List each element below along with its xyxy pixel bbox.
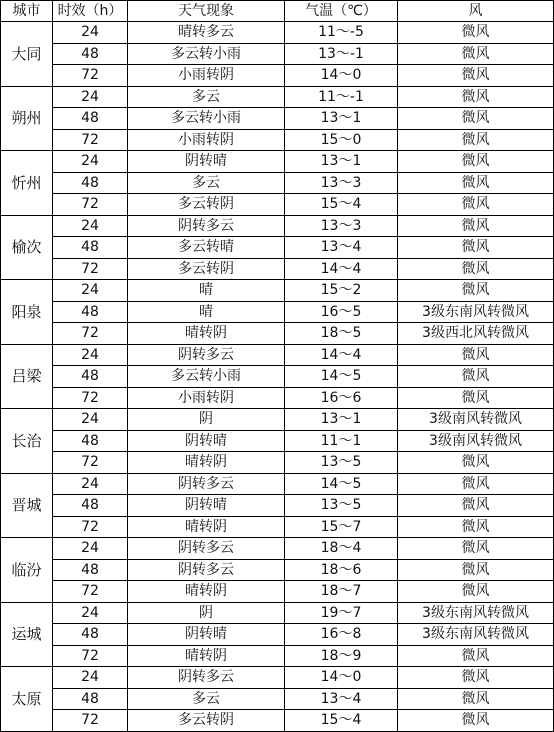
- weather-cell: 阴转晴: [128, 624, 285, 646]
- wind-cell: 微风: [398, 258, 554, 280]
- table-row: [1, 387, 554, 409]
- wind-cell: 微风: [398, 43, 554, 65]
- table-row: [1, 538, 554, 560]
- hours-cell: 24: [53, 86, 128, 108]
- wind-cell: 微风: [398, 688, 554, 710]
- hours-cell: 48: [53, 624, 128, 646]
- wind-cell: 3级东南风转微风: [398, 624, 554, 646]
- city-name-cell: 运城: [1, 602, 53, 667]
- wind-cell: 微风: [398, 65, 554, 87]
- hours-cell: 24: [53, 215, 128, 237]
- hours-cell: 72: [53, 323, 128, 345]
- temperature-cell: 14～5: [285, 366, 398, 388]
- hours-cell: 48: [53, 559, 128, 581]
- temperature-cell: 15～7: [285, 516, 398, 538]
- temperature-cell: 18～6: [285, 559, 398, 581]
- temperature-cell: 16～6: [285, 387, 398, 409]
- temperature-cell: 14～0: [285, 65, 398, 87]
- wind-cell: 微风: [398, 559, 554, 581]
- temperature-cell: 18～7: [285, 581, 398, 603]
- weather-cell: 晴转阴: [128, 452, 285, 474]
- city-name-cell: 忻州: [1, 151, 53, 216]
- wind-cell: 微风: [398, 129, 554, 151]
- hours-cell: 72: [53, 452, 128, 474]
- wind-cell: 微风: [398, 366, 554, 388]
- weather-cell: 晴转阴: [128, 516, 285, 538]
- wind-cell: 微风: [398, 22, 554, 44]
- temperature-cell: 13～-1: [285, 43, 398, 65]
- temperature-cell: 14～4: [285, 344, 398, 366]
- hours-cell: 72: [53, 65, 128, 87]
- hours-cell: 48: [53, 430, 128, 452]
- table-row: [1, 301, 554, 323]
- city-name-cell: 吕梁: [1, 344, 53, 409]
- temperature-cell: 16～5: [285, 301, 398, 323]
- weather-cell: 阴转多云: [128, 215, 285, 237]
- weather-cell: 多云: [128, 688, 285, 710]
- table-row: [1, 366, 554, 388]
- temperature-cell: 13～3: [285, 215, 398, 237]
- city-name-cell: 太原: [1, 667, 53, 732]
- hours-cell: 72: [53, 581, 128, 603]
- temperature-cell: 11～-5: [285, 22, 398, 44]
- header-wind: 风: [398, 1, 554, 22]
- header-row: [1, 1, 554, 22]
- weather-cell: 多云: [128, 86, 285, 108]
- weather-cell: 小雨转阴: [128, 65, 285, 87]
- wind-cell: 3级东南风转微风: [398, 301, 554, 323]
- table-row: [1, 86, 554, 108]
- temperature-cell: 13～1: [285, 108, 398, 130]
- weather-cell: 小雨转阴: [128, 387, 285, 409]
- table-row: [1, 430, 554, 452]
- table-row: [1, 280, 554, 302]
- hours-cell: 48: [53, 108, 128, 130]
- temperature-cell: 14～0: [285, 667, 398, 689]
- weather-cell: 阴转晴: [128, 151, 285, 173]
- weather-cell: 多云转小雨: [128, 43, 285, 65]
- temperature-cell: 13～3: [285, 172, 398, 194]
- hours-cell: 72: [53, 710, 128, 732]
- hours-cell: 48: [53, 172, 128, 194]
- hours-cell: 24: [53, 473, 128, 495]
- hours-cell: 24: [53, 22, 128, 44]
- hours-cell: 48: [53, 43, 128, 65]
- table-row: [1, 581, 554, 603]
- table-row: [1, 645, 554, 667]
- table-row: [1, 108, 554, 130]
- weather-cell: 晴转阴: [128, 323, 285, 345]
- header-hours: 时效（h）: [53, 1, 128, 22]
- temperature-cell: 18～4: [285, 538, 398, 560]
- wind-cell: 3级南风转微风: [398, 409, 554, 431]
- table-row: [1, 151, 554, 173]
- wind-cell: 微风: [398, 495, 554, 517]
- wind-cell: 微风: [398, 172, 554, 194]
- wind-cell: 微风: [398, 344, 554, 366]
- city-name-cell: 长治: [1, 409, 53, 474]
- hours-cell: 72: [53, 645, 128, 667]
- wind-cell: 微风: [398, 667, 554, 689]
- city-name-cell: 临汾: [1, 538, 53, 603]
- weather-cell: 阴转多云: [128, 473, 285, 495]
- weather-cell: 晴转阴: [128, 581, 285, 603]
- temperature-cell: 15～2: [285, 280, 398, 302]
- hours-cell: 72: [53, 258, 128, 280]
- weather-cell: 阴转晴: [128, 495, 285, 517]
- wind-cell: 微风: [398, 237, 554, 259]
- temperature-cell: 14～4: [285, 258, 398, 280]
- table-body: [1, 22, 554, 732]
- hours-cell: 24: [53, 667, 128, 689]
- temperature-cell: 14～5: [285, 473, 398, 495]
- wind-cell: 微风: [398, 387, 554, 409]
- temperature-cell: 15～4: [285, 710, 398, 732]
- weather-cell: 多云转小雨: [128, 108, 285, 130]
- weather-cell: 阴转多云: [128, 344, 285, 366]
- temperature-cell: 11～1: [285, 430, 398, 452]
- wind-cell: 微风: [398, 710, 554, 732]
- wind-cell: 微风: [398, 215, 554, 237]
- city-name-cell: 朔州: [1, 86, 53, 151]
- hours-cell: 48: [53, 237, 128, 259]
- hours-cell: 48: [53, 688, 128, 710]
- weather-cell: 多云转阴: [128, 194, 285, 216]
- table-row: [1, 452, 554, 474]
- weather-cell: 阴转晴: [128, 430, 285, 452]
- table-row: [1, 624, 554, 646]
- weather-cell: 晴转阴: [128, 645, 285, 667]
- table-row: [1, 495, 554, 517]
- weather-cell: 多云转阴: [128, 258, 285, 280]
- hours-cell: 24: [53, 151, 128, 173]
- wind-cell: 3级西北风转微风: [398, 323, 554, 345]
- table-row: [1, 602, 554, 624]
- city-name-cell: 大同: [1, 22, 53, 87]
- table-row: [1, 409, 554, 431]
- hours-cell: 48: [53, 301, 128, 323]
- temperature-cell: 18～5: [285, 323, 398, 345]
- table-header: [1, 1, 554, 22]
- weather-cell: 多云: [128, 172, 285, 194]
- hours-cell: 24: [53, 602, 128, 624]
- weather-cell: 阴: [128, 409, 285, 431]
- table-row: [1, 323, 554, 345]
- hours-cell: 24: [53, 344, 128, 366]
- table-row: [1, 473, 554, 495]
- hours-cell: 48: [53, 495, 128, 517]
- weather-cell: 小雨转阴: [128, 129, 285, 151]
- hours-cell: 24: [53, 280, 128, 302]
- wind-cell: 微风: [398, 194, 554, 216]
- wind-cell: 微风: [398, 516, 554, 538]
- temperature-cell: 13～5: [285, 495, 398, 517]
- temperature-cell: 11～-1: [285, 86, 398, 108]
- wind-cell: 微风: [398, 581, 554, 603]
- wind-cell: 微风: [398, 452, 554, 474]
- wind-cell: 微风: [398, 473, 554, 495]
- table-row: [1, 215, 554, 237]
- table-row: [1, 65, 554, 87]
- table-row: [1, 710, 554, 732]
- wind-cell: 微风: [398, 86, 554, 108]
- header-city: 城市: [1, 1, 53, 22]
- weather-cell: 多云转阴: [128, 710, 285, 732]
- table-row: [1, 129, 554, 151]
- city-name-cell: 晋城: [1, 473, 53, 538]
- hours-cell: 72: [53, 516, 128, 538]
- wind-cell: 微风: [398, 645, 554, 667]
- header-weather: 天气现象: [128, 1, 285, 22]
- weather-cell: 晴: [128, 280, 285, 302]
- weather-cell: 晴: [128, 301, 285, 323]
- temperature-cell: 13～4: [285, 688, 398, 710]
- weather-cell: 晴转多云: [128, 22, 285, 44]
- wind-cell: 3级东南风转微风: [398, 602, 554, 624]
- table-row: [1, 688, 554, 710]
- hours-cell: 72: [53, 387, 128, 409]
- temperature-cell: 13～5: [285, 452, 398, 474]
- temperature-cell: 13～1: [285, 409, 398, 431]
- wind-cell: 微风: [398, 538, 554, 560]
- wind-cell: 微风: [398, 108, 554, 130]
- temperature-cell: 19～7: [285, 602, 398, 624]
- hours-cell: 24: [53, 538, 128, 560]
- weather-cell: 阴转多云: [128, 538, 285, 560]
- hours-cell: 24: [53, 409, 128, 431]
- weather-cell: 阴: [128, 602, 285, 624]
- temperature-cell: 15～0: [285, 129, 398, 151]
- table-row: [1, 516, 554, 538]
- wind-cell: 微风: [398, 151, 554, 173]
- table-row: [1, 194, 554, 216]
- temperature-cell: 18～9: [285, 645, 398, 667]
- temperature-cell: 16～8: [285, 624, 398, 646]
- hours-cell: 72: [53, 129, 128, 151]
- city-name-cell: 榆次: [1, 215, 53, 280]
- weather-cell: 多云转晴: [128, 237, 285, 259]
- temperature-cell: 13～4: [285, 237, 398, 259]
- table-row: [1, 258, 554, 280]
- weather-cell: 阴转多云: [128, 559, 285, 581]
- wind-cell: 3级南风转微风: [398, 430, 554, 452]
- city-name-cell: 阳泉: [1, 280, 53, 345]
- temperature-cell: 15～4: [285, 194, 398, 216]
- hours-cell: 72: [53, 194, 128, 216]
- temperature-cell: 13～1: [285, 151, 398, 173]
- table-row: [1, 172, 554, 194]
- table-row: [1, 237, 554, 259]
- weather-cell: 阴转多云: [128, 667, 285, 689]
- wind-cell: 微风: [398, 280, 554, 302]
- header-temperature: 气温（℃）: [285, 1, 398, 22]
- hours-cell: 48: [53, 366, 128, 388]
- table-row: [1, 559, 554, 581]
- table-row: [1, 667, 554, 689]
- table-row: [1, 344, 554, 366]
- table-row: [1, 43, 554, 65]
- weather-cell: 多云转小雨: [128, 366, 285, 388]
- table-row: [1, 22, 554, 44]
